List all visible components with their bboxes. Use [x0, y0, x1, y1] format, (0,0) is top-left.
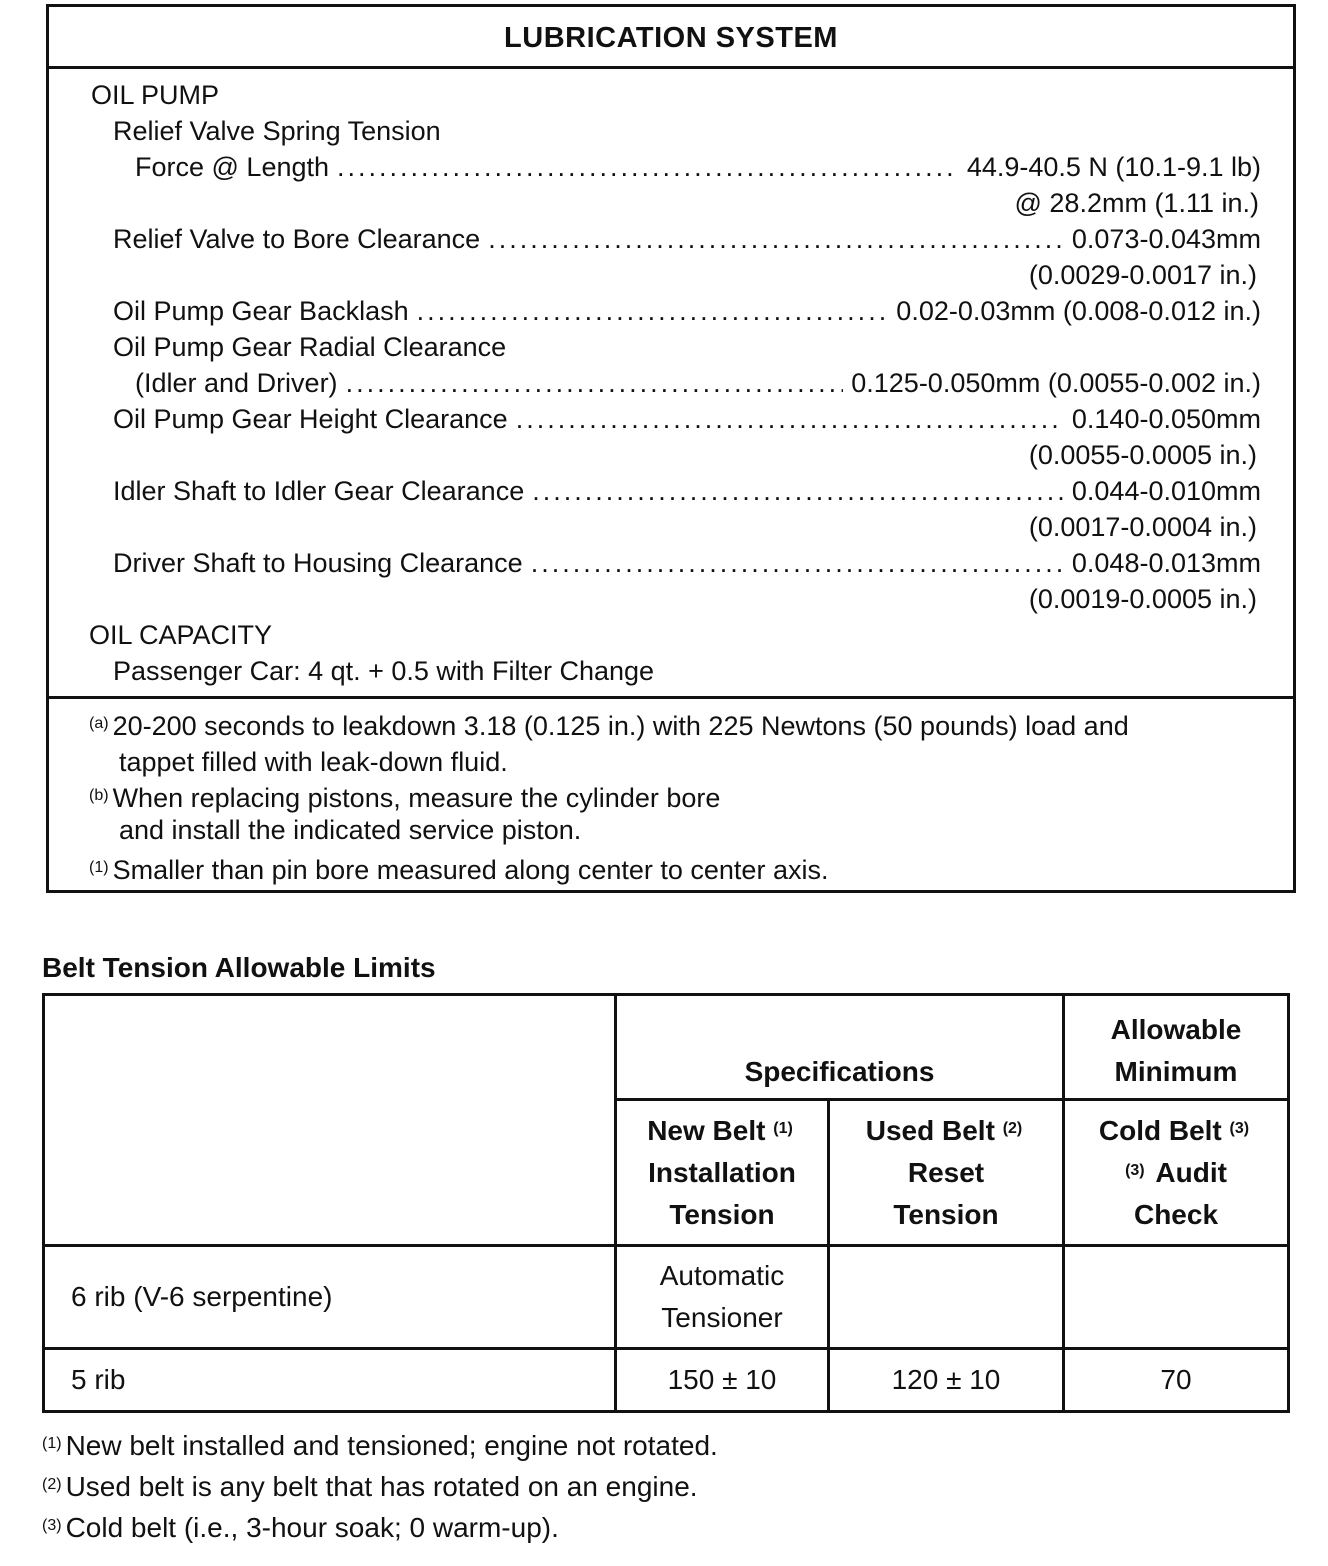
footnote-2-mark: (2): [42, 1476, 62, 1493]
new-belt-label: New Belt: [647, 1114, 766, 1146]
footnote-3-mark: (3): [42, 1517, 62, 1534]
capacity-text: Passenger Car: 4 qt. + 0.5 with Filter Change: [113, 656, 655, 686]
allowable-line1: Allowable: [1110, 1014, 1242, 1045]
oil-pump-heading: OIL PUMP: [91, 80, 220, 110]
note-a-line2: tappet filled with leak-down fluid.: [119, 747, 508, 777]
footnote-1-text: New belt installed and tensioned; engine not rotated.: [65, 1430, 718, 1461]
leader-dots: [516, 401, 1064, 437]
new-belt-header: [617, 1101, 827, 1244]
used-belt-line2: Reset: [907, 1156, 985, 1188]
relief-bore-label: Relief Valve to Bore Clearance: [113, 224, 481, 254]
radial-sub-label: (Idler and Driver): [135, 368, 338, 398]
relief-bore-value2: (0.0029-0.0017 in.): [1028, 260, 1257, 290]
lubrication-system-box: [46, 4, 1296, 893]
driver-row: [113, 545, 1261, 581]
relief-bore-value: 0.073-0.043mm: [1071, 224, 1261, 254]
height-row: [113, 401, 1261, 437]
row-1-used: [830, 1247, 1062, 1347]
driver-value: 0.048-0.013mm: [1071, 548, 1261, 578]
belt-footnote-2: [42, 1469, 698, 1505]
used-belt-header: [830, 1101, 1062, 1244]
new-belt-line3: Tension: [669, 1198, 775, 1230]
row-1-label: 6 rib (V-6 serpentine): [71, 1281, 333, 1312]
oil-pump-specs: [49, 69, 1293, 699]
belt-footnote-1: [42, 1428, 718, 1464]
cold-belt-line2: Audit: [1155, 1156, 1227, 1188]
note-b-line2: and install the indicated service piston.: [119, 815, 582, 845]
used-belt-line3: Tension: [893, 1198, 999, 1230]
cold-belt-header: [1065, 1101, 1287, 1244]
footnote-1-mark: (1): [42, 1435, 62, 1452]
belt-footnote-3: [42, 1510, 559, 1546]
idler-label: Idler Shaft to Idler Gear Clearance: [113, 476, 525, 506]
row-1-cold: [1065, 1247, 1287, 1347]
note-b-mark: (b): [89, 787, 109, 804]
idler-row: [113, 473, 1261, 509]
height-value: 0.140-0.050mm: [1071, 404, 1261, 434]
note-b-line1: When replacing pistons, measure the cylinder bore: [112, 783, 721, 813]
note-1: [89, 853, 828, 887]
belt-tension-table: [42, 993, 1290, 1413]
lubrication-title: LUBRICATION SYSTEM: [49, 7, 1293, 69]
force-length-value: 44.9-40.5 N (10.1-9.1 lb): [966, 152, 1261, 182]
new-belt-sup: (1): [773, 1119, 793, 1137]
backlash-label: Oil Pump Gear Backlash: [113, 296, 409, 326]
force-length-label: Force @ Length: [135, 152, 330, 182]
height-value2: (0.0055-0.0005 in.): [1028, 440, 1257, 470]
leader-dots: [531, 545, 1064, 581]
relief-spring-label: Relief Valve Spring Tension: [113, 116, 441, 146]
note-1-line: Smaller than pin bore measured along center to center axis.: [112, 855, 829, 885]
backlash-value: 0.02-0.03mm (0.008-0.012 in.): [896, 296, 1261, 326]
used-belt-label: Used Belt: [865, 1114, 995, 1146]
row-1-new: [617, 1247, 827, 1347]
idler-value2: (0.0017-0.0004 in.): [1028, 512, 1257, 542]
note-1-mark: (1): [89, 859, 109, 876]
new-belt-line2: Installation: [648, 1156, 796, 1188]
row-2-label: 5 rib: [71, 1364, 126, 1395]
note-b: [89, 781, 720, 815]
specifications-header: Specifications: [744, 1056, 935, 1087]
leader-dots: [488, 221, 1064, 257]
leader-dots: [346, 365, 844, 401]
footnote-3-text: Cold belt (i.e., 3-hour soak; 0 warm-up).: [65, 1512, 559, 1543]
note-a: [89, 709, 1129, 743]
row-2-cold: 70: [1160, 1364, 1192, 1395]
row-2-used: 120 ± 10: [891, 1364, 1001, 1395]
used-belt-sup: (2): [1002, 1119, 1023, 1137]
leader-dots: [417, 293, 889, 329]
note-a-mark: (a): [89, 715, 109, 732]
radial-label: Oil Pump Gear Radial Clearance: [113, 332, 507, 362]
backlash-row: [113, 293, 1261, 329]
cold-belt-sup2: (3): [1125, 1161, 1145, 1179]
cold-belt-line3: Check: [1133, 1198, 1219, 1230]
driver-value2: (0.0019-0.0005 in.): [1028, 584, 1257, 614]
capacity-heading: OIL CAPACITY: [89, 620, 273, 650]
leader-dots: [532, 473, 1064, 509]
belt-heading: Belt Tension Allowable Limits: [42, 952, 436, 983]
cold-belt-sup: (3): [1229, 1119, 1250, 1137]
footnote-2-text: Used belt is any belt that has rotated on an engine.: [65, 1471, 698, 1502]
radial-value: 0.125-0.050mm (0.0055-0.002 in.): [851, 368, 1261, 398]
radial-row: [135, 365, 1261, 401]
row-2-new: 150 ± 10: [667, 1364, 777, 1395]
relief-bore-row: [113, 221, 1261, 257]
idler-value: 0.044-0.010mm: [1071, 476, 1261, 506]
allowable-minimum-header: [1065, 1004, 1287, 1098]
cold-belt-label: Cold Belt: [1098, 1114, 1222, 1146]
driver-label: Driver Shaft to Housing Clearance: [113, 548, 523, 578]
note-a-line1: 20-200 seconds to leakdown 3.18 (0.125 in.) with 225 Newtons (50 pounds) load and: [112, 711, 1129, 741]
force-length-value2: @ 28.2mm (1.11 in.): [1014, 188, 1259, 218]
height-label: Oil Pump Gear Height Clearance: [113, 404, 508, 434]
allowable-line2: Minimum: [1114, 1056, 1238, 1087]
force-length-row: [135, 149, 1261, 185]
row-1-new-line1: Automatic: [659, 1260, 785, 1291]
leader-dots: [337, 149, 959, 185]
row-1-new-line2: Tensioner: [661, 1302, 783, 1333]
